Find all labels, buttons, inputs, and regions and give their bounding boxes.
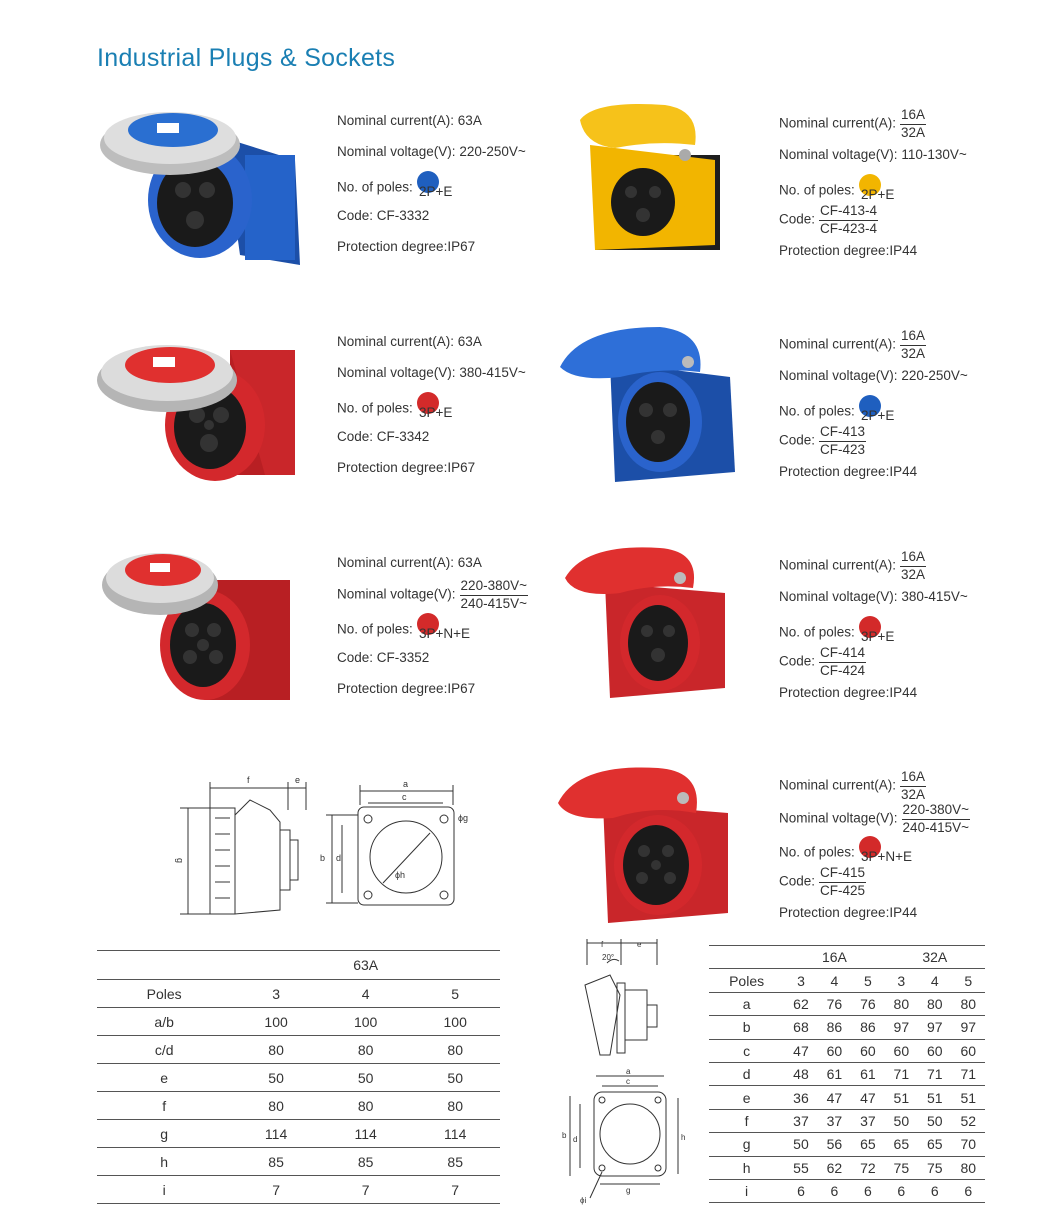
current-label: Nominal current(A): (337, 555, 455, 570)
table-cell: 71 (952, 1062, 986, 1085)
dimension-table-16-32a (709, 945, 985, 1203)
dim-c-label: c (626, 1077, 630, 1086)
table-cell: 97 (952, 1016, 986, 1039)
table-cell: 100 (410, 1008, 500, 1036)
poles-value: 3P+N+E (861, 849, 913, 864)
table-cell: 47 (818, 1086, 851, 1109)
table-header-cell: 5 (851, 969, 884, 992)
protection-label: Protection degree: (337, 239, 448, 254)
code-fraction (819, 866, 866, 898)
protection-value: IP44 (889, 685, 918, 700)
protection-value: IP44 (889, 905, 918, 920)
table-row-label: f (97, 1092, 231, 1120)
table-cell: 50 (231, 1064, 321, 1092)
current-value-bottom: 32A (901, 124, 926, 140)
table-cell: 62 (818, 1156, 851, 1179)
voltage-label: Nominal voltage(V): (337, 365, 456, 380)
current-fraction (900, 550, 926, 582)
table-cell: 65 (885, 1133, 918, 1156)
table-cell: 60 (818, 1039, 851, 1062)
protection-value: IP67 (447, 239, 476, 254)
table-cell: 85 (410, 1148, 500, 1176)
table-cell: 50 (784, 1133, 817, 1156)
table-cell: 60 (918, 1039, 951, 1062)
current-fraction (900, 329, 926, 361)
table-row (97, 1008, 500, 1036)
table-row (709, 1062, 985, 1085)
current-label: Nominal current(A): (779, 336, 897, 352)
current-fraction (900, 770, 926, 802)
table-row-label: g (97, 1120, 231, 1148)
table-row (97, 1148, 500, 1176)
table-cell: 100 (231, 1008, 321, 1036)
table-cell: 51 (952, 1086, 986, 1109)
dim-a-label: a (403, 779, 409, 789)
table-cell: 97 (885, 1016, 918, 1039)
table-row-label: g (709, 1133, 784, 1156)
table-cell: 80 (918, 992, 951, 1015)
table-cell: 114 (321, 1120, 411, 1148)
table-header-cell: Poles (709, 969, 784, 992)
poles-value: 3P+N+E (419, 626, 471, 641)
table-cell: 85 (231, 1148, 321, 1176)
dim-b-label: b (562, 1131, 567, 1140)
table-cell: 114 (231, 1120, 321, 1148)
table-row-label: f (709, 1109, 784, 1132)
dim-h-label: h (681, 1133, 686, 1142)
table-cell: 76 (851, 992, 884, 1015)
table-header-cell: 3 (885, 969, 918, 992)
table-cell: 80 (410, 1092, 500, 1120)
table-cell: 61 (851, 1062, 884, 1085)
current-value-top: 16A (900, 329, 926, 346)
table-cell: 86 (851, 1016, 884, 1039)
voltage-label: Nominal voltage(V): (337, 144, 456, 159)
poles-value: 3P+E (861, 629, 895, 644)
code-fraction (819, 204, 878, 236)
poles-value: 2P+E (861, 187, 895, 202)
table-cell: 6 (885, 1179, 918, 1202)
table-row-label: i (709, 1179, 784, 1202)
table-header-cell: 3 (231, 980, 321, 1008)
voltage-fraction (460, 579, 528, 611)
table-cell: 114 (410, 1120, 500, 1148)
table-cell: 47 (784, 1039, 817, 1062)
table-row-label: h (97, 1148, 231, 1176)
dim-d-label: d (336, 853, 342, 863)
code-label: Code: (337, 650, 374, 665)
table-cell: 6 (784, 1179, 817, 1202)
dim-d-label: d (573, 1135, 578, 1144)
voltage-value-top: 220-380V~ (460, 579, 528, 596)
page-title: Industrial Plugs & Sockets (97, 44, 396, 72)
table-cell: 51 (918, 1086, 951, 1109)
table-row-label: a/b (97, 1008, 231, 1036)
table-cell: 55 (784, 1156, 817, 1179)
table-cell: 75 (885, 1156, 918, 1179)
protection-label: Protection degree: (337, 681, 448, 696)
table-cell: 76 (818, 992, 851, 1015)
table-row (97, 1092, 500, 1120)
table-cell: 86 (818, 1016, 851, 1039)
table-row-label: c/d (97, 1036, 231, 1064)
table-cell: 68 (784, 1016, 817, 1039)
current-value-top: 16A (900, 770, 926, 787)
code-value-top: CF-413 (819, 425, 866, 442)
table-row-label: i (97, 1176, 231, 1204)
current-label: Nominal current(A): (779, 777, 897, 793)
code-value: CF-3352 (376, 650, 430, 665)
table-row (709, 1016, 985, 1039)
table-row (97, 1120, 500, 1148)
current-label: Nominal current(A): (779, 557, 897, 573)
current-value-top: 16A (900, 550, 926, 567)
side-view-drawing-16-32a (565, 935, 675, 1065)
table-cell: 36 (784, 1086, 817, 1109)
poles-label: No. of poles: (779, 182, 855, 198)
current-label: Nominal current(A): (779, 115, 897, 131)
poles-label: No. of poles: (779, 844, 855, 860)
table-cell: 47 (851, 1086, 884, 1109)
table-row (97, 1036, 500, 1064)
front-view-drawing-16-32a (560, 1068, 690, 1208)
table-row-label: d (709, 1062, 784, 1085)
table-cell: 60 (885, 1039, 918, 1062)
table-cell: 85 (321, 1148, 411, 1176)
current-label: Nominal current(A): (337, 334, 455, 349)
table-cell: 6 (851, 1179, 884, 1202)
dim-f-label: f (601, 940, 604, 949)
table-cell: 100 (321, 1008, 411, 1036)
voltage-label: Nominal voltage(V): (779, 368, 898, 383)
voltage-value: 220-250V~ (901, 368, 968, 383)
protection-label: Protection degree: (779, 243, 890, 258)
table-cell: 72 (851, 1156, 884, 1179)
dim-c-label: c (402, 792, 407, 802)
table-cell: 7 (410, 1176, 500, 1204)
current-value: 63A (457, 555, 482, 570)
product-image-cf-414 (565, 543, 740, 708)
table-row-label: h (709, 1156, 784, 1179)
table-cell: 7 (321, 1176, 411, 1204)
dim-e-label: e (637, 940, 642, 949)
table-cell: 50 (918, 1109, 951, 1132)
table-header-cell: 4 (321, 980, 411, 1008)
poles-value: 3P+E (419, 405, 453, 420)
dim-g-label: g (175, 858, 185, 864)
table-row (709, 1039, 985, 1062)
code-value-bottom: CF-423 (820, 441, 866, 457)
table-row (97, 1064, 500, 1092)
code-fraction (819, 425, 866, 457)
table-cell: 50 (410, 1064, 500, 1092)
voltage-label: Nominal voltage(V): (779, 810, 898, 826)
table-cell: 60 (952, 1039, 986, 1062)
voltage-label: Nominal voltage(V): (779, 147, 898, 162)
table-header-cell: 4 (818, 969, 851, 992)
table-row (709, 1156, 985, 1179)
table-cell: 60 (851, 1039, 884, 1062)
code-label: Code: (779, 653, 816, 669)
product-image-cf-413 (560, 322, 740, 487)
table-cell: 62 (784, 992, 817, 1015)
code-label: Code: (779, 873, 816, 889)
dim-phi-i-label: ϕi (580, 1196, 587, 1205)
table-header-row (709, 969, 985, 992)
protection-value: IP44 (889, 243, 918, 258)
table-cell: 70 (952, 1133, 986, 1156)
table-row (709, 1179, 985, 1202)
table-cell: 52 (952, 1109, 986, 1132)
protection-label: Protection degree: (779, 464, 890, 479)
code-label: Code: (779, 432, 816, 448)
table-row (709, 1086, 985, 1109)
product-image-cf-3332 (95, 105, 310, 265)
code-label: Code: (337, 429, 374, 444)
voltage-value-bottom: 240-415V~ (460, 595, 527, 611)
table-cell: 75 (918, 1156, 951, 1179)
protection-label: Protection degree: (779, 905, 890, 920)
table-group-header: 63A (231, 951, 500, 980)
current-value-bottom: 32A (901, 786, 926, 802)
table-header-cell: 3 (784, 969, 817, 992)
voltage-value: 380-415V~ (901, 589, 968, 604)
table-cell: 80 (952, 992, 986, 1015)
table-cell: 6 (952, 1179, 986, 1202)
dim-g-label: g (626, 1186, 631, 1195)
product-image-cf-3352 (100, 545, 300, 705)
voltage-value: 380-415V~ (459, 365, 526, 380)
table-header-cell: 5 (952, 969, 986, 992)
dim-phi-h-label: ϕh (395, 870, 406, 880)
table-header-cell: Poles (97, 980, 231, 1008)
dim-a-label: a (626, 1068, 631, 1076)
protection-value: IP44 (889, 464, 918, 479)
protection-value: IP67 (447, 460, 476, 475)
code-value-top: CF-413-4 (819, 204, 878, 221)
dim-f-label: f (247, 775, 250, 785)
table-header-cell: 5 (410, 980, 500, 1008)
table-row (709, 992, 985, 1015)
current-value-bottom: 32A (901, 566, 926, 582)
table-cell: 97 (918, 1016, 951, 1039)
table-cell: 6 (918, 1179, 951, 1202)
voltage-label: Nominal voltage(V): (779, 589, 898, 604)
table-cell: 50 (885, 1109, 918, 1132)
table-group-header-16a: 16A (784, 946, 884, 969)
voltage-fraction (902, 803, 970, 835)
voltage-value: 220-250V~ (459, 144, 526, 159)
poles-value: 2P+E (419, 184, 453, 199)
table-cell: 80 (231, 1036, 321, 1064)
table-cell: 80 (885, 992, 918, 1015)
product-image-cf-413-4 (575, 100, 725, 260)
table-cell: 80 (321, 1092, 411, 1120)
code-value-bottom: CF-425 (820, 882, 866, 898)
table-cell: 80 (952, 1156, 986, 1179)
front-view-drawing-63a (318, 775, 478, 915)
table-cell: 71 (918, 1062, 951, 1085)
code-value-bottom: CF-423-4 (820, 220, 878, 236)
code-value-bottom: CF-424 (820, 662, 866, 678)
table-row-label: b (709, 1016, 784, 1039)
table-cell: 80 (321, 1036, 411, 1064)
table-row (709, 1133, 985, 1156)
table-cell: 37 (784, 1109, 817, 1132)
table-group-header-32a: 32A (885, 946, 985, 969)
current-value: 63A (457, 334, 482, 349)
table-cell: 7 (231, 1176, 321, 1204)
poles-label: No. of poles: (337, 179, 413, 195)
code-fraction (819, 646, 866, 678)
side-view-drawing-63a (170, 770, 320, 920)
table-header-cell: 4 (918, 969, 951, 992)
table-row-label: e (709, 1086, 784, 1109)
product-image-cf-415 (558, 763, 743, 928)
table-cell: 71 (885, 1062, 918, 1085)
poles-label: No. of poles: (779, 403, 855, 419)
voltage-value-bottom: 240-415V~ (902, 819, 969, 835)
current-value: 63A (457, 113, 482, 128)
current-value-bottom: 32A (901, 345, 926, 361)
table-cell: 56 (818, 1133, 851, 1156)
table-row-label: e (97, 1064, 231, 1092)
protection-label: Protection degree: (779, 685, 890, 700)
code-value-top: CF-415 (819, 866, 866, 883)
table-row-label: c (709, 1039, 784, 1062)
table-row-label: a (709, 992, 784, 1015)
poles-label: No. of poles: (779, 624, 855, 640)
code-value: CF-3342 (376, 429, 430, 444)
dim-phi-g-label: ϕg (458, 813, 469, 823)
code-value: CF-3332 (376, 208, 430, 223)
code-value-top: CF-414 (819, 646, 866, 663)
dim-e-label: e (295, 775, 301, 785)
poles-label: No. of poles: (337, 621, 413, 637)
protection-value: IP67 (447, 681, 476, 696)
table-cell: 50 (321, 1064, 411, 1092)
voltage-value: 110-130V~ (901, 147, 967, 162)
dimension-table-63a (97, 950, 500, 1204)
table-cell: 48 (784, 1062, 817, 1085)
current-fraction (900, 108, 926, 140)
voltage-value-top: 220-380V~ (902, 803, 970, 820)
table-cell: 51 (885, 1086, 918, 1109)
poles-label: No. of poles: (337, 400, 413, 416)
dim-b-label: b (320, 853, 326, 863)
code-label: Code: (779, 211, 816, 227)
table-cell: 37 (851, 1109, 884, 1132)
table-cell: 61 (818, 1062, 851, 1085)
table-cell: 80 (231, 1092, 321, 1120)
dim-angle-label: 20° (602, 953, 615, 962)
product-image-cf-3342 (95, 325, 310, 485)
current-value-top: 16A (900, 108, 926, 125)
table-cell: 65 (918, 1133, 951, 1156)
current-label: Nominal current(A): (337, 113, 455, 128)
table-cell: 37 (818, 1109, 851, 1132)
table-cell: 6 (818, 1179, 851, 1202)
table-header-row (97, 980, 500, 1008)
code-label: Code: (337, 208, 374, 223)
table-cell: 65 (851, 1133, 884, 1156)
poles-value: 2P+E (861, 408, 895, 423)
table-row (97, 1176, 500, 1204)
protection-label: Protection degree: (337, 460, 448, 475)
voltage-label: Nominal voltage(V): (337, 586, 456, 602)
table-row (709, 1109, 985, 1132)
table-cell: 80 (410, 1036, 500, 1064)
